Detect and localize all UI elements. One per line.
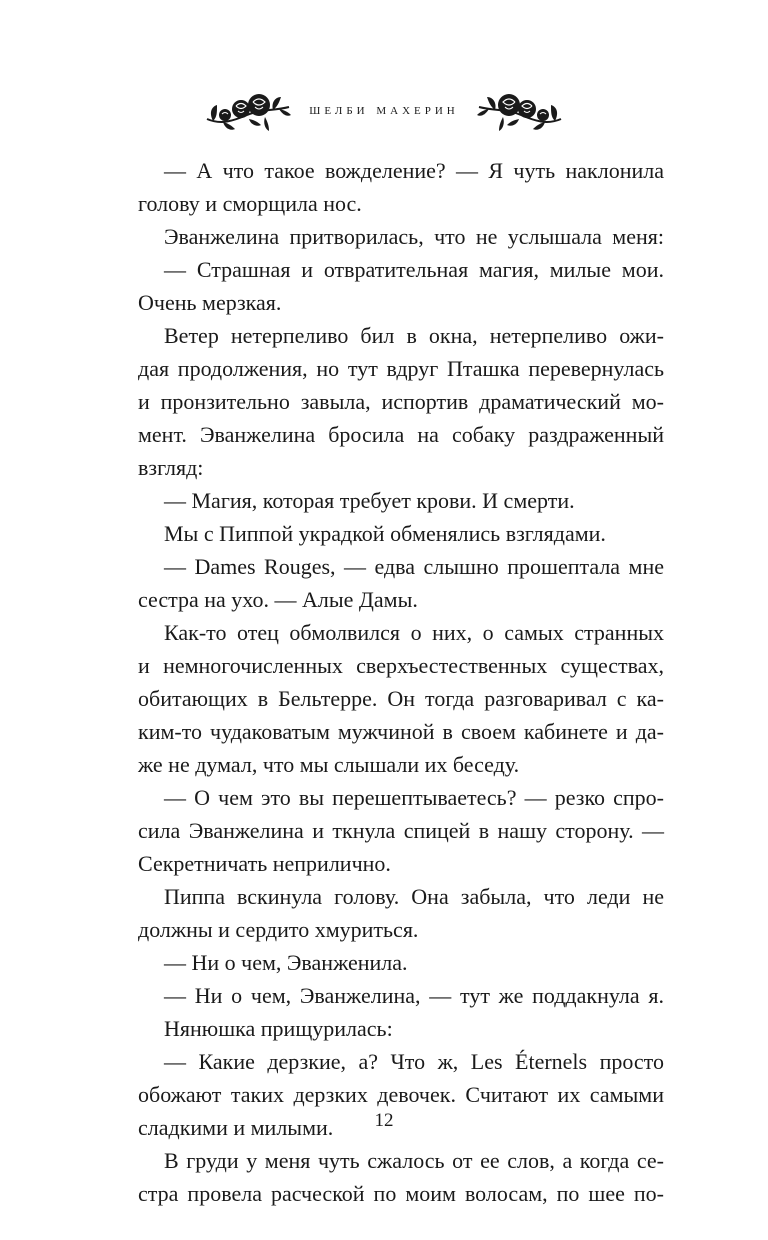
running-header-author: шелби махерин: [309, 101, 459, 118]
text-line: сила Эванжелина и ткнула спицей в нашу сторону. —: [138, 818, 664, 843]
text-line: взгляд:: [138, 455, 204, 480]
page-number: 12: [374, 1110, 394, 1131]
text-line: Ветер нетерпеливо бил в окна, нетерпеливо ожи-: [164, 323, 664, 348]
text-line: Очень мерзкая.: [138, 290, 282, 315]
running-header: [0, 82, 768, 138]
text-line: мент. Эванжелина бросила на собаку раздраженный: [138, 422, 664, 447]
text-line: обитающих в Бельтерре. Он тогда разговаривал с ка-: [138, 686, 664, 711]
text-line: и немногочисленных сверхъестественных существах,: [138, 653, 664, 678]
text-line: должны и сердито хмуриться.: [138, 917, 419, 942]
text-line: сестра на ухо. — Алые Дамы.: [138, 587, 418, 612]
body-text: [138, 154, 664, 1210]
text-line: Нянюшка прищурилась:: [164, 1016, 393, 1041]
text-line: — Магия, которая требует крови. И смерти.: [164, 488, 575, 513]
text-line: сладкими и милыми.: [138, 1115, 334, 1140]
text-line: — А что такое вожделение? — Я чуть наклонила: [164, 158, 664, 183]
text-line: Пиппа вскинула голову. Она забыла, что леди не: [164, 884, 664, 909]
text-line: и пронзительно завыла, испортив драматический мо-: [138, 389, 664, 414]
text-line: Секретничать неприлично.: [138, 851, 391, 876]
text-line: — Dames Rouges, — едва слышно прошептала мне: [164, 554, 664, 579]
text-line: же не думал, что мы слышали их беседу.: [138, 752, 520, 777]
text-line: В груди у меня чуть сжалось от ее слов, а когда се-: [164, 1148, 664, 1173]
text-line: — Страшная и отвратительная магия, милые мои.: [164, 257, 664, 282]
text-line: дая продолжения, но тут вдруг Пташка перевернулась: [138, 356, 664, 381]
text-line: — О чем это вы перешептываетесь? — резко спро-: [164, 785, 664, 810]
text-line: Мы с Пиппой украдкой обменялись взглядами.: [164, 521, 606, 546]
rose-ornament-right-icon: [475, 85, 565, 135]
text-line: — Ни о чем, Эванженила.: [164, 950, 408, 975]
text-line: Как-то отец обмолвился о них, о самых странных: [164, 620, 664, 645]
text-line: обожают таких дерзких девочек. Считают их самыми: [138, 1082, 664, 1107]
text-line: стра провела расческой по моим волосам, по шее по-: [138, 1181, 664, 1206]
text-line: голову и сморщила нос.: [138, 191, 362, 216]
text-line: ким-то чудаковатым мужчиной в своем кабинете и да-: [138, 719, 664, 744]
text-line: — Какие дерзкие, а? Что ж, Les Éternels просто: [164, 1049, 664, 1074]
text-line: — Ни о чем, Эванжелина, — тут же поддакнула я.: [164, 983, 664, 1008]
text-line: Эванжелина притворилась, что не услышала меня:: [164, 224, 664, 249]
rose-ornament-left-icon: [203, 85, 293, 135]
